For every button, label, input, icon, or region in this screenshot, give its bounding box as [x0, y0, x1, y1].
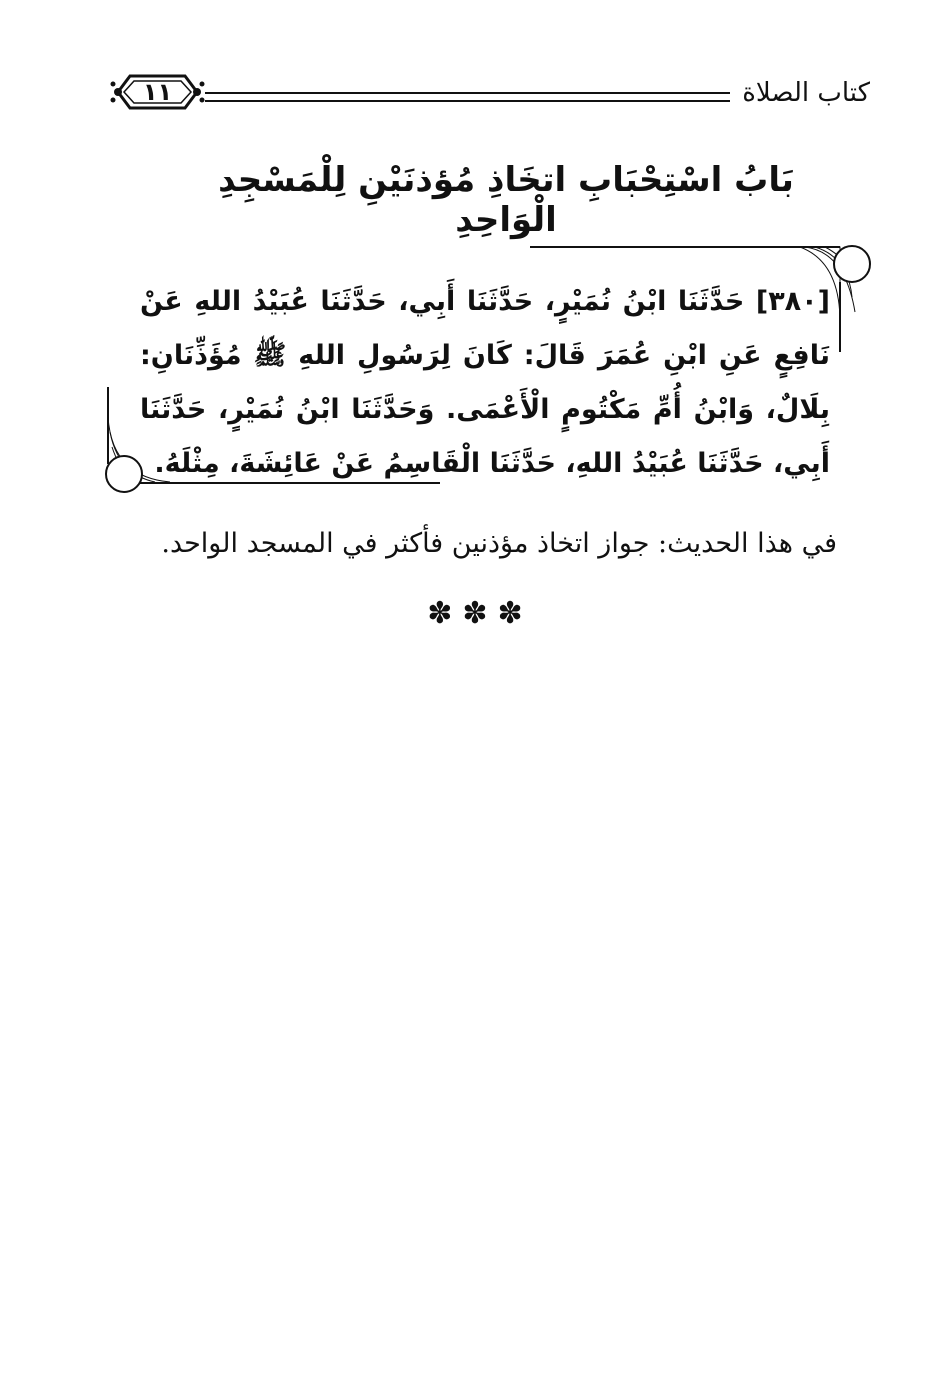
chapter-title: بَابُ اسْتِحْبَابِ اتخَاذِ مُؤذنَيْنِ لِلْمَسْجِدِ الْوَاحِدِ — [218, 160, 794, 240]
running-title: كتاب الصلاة — [742, 78, 870, 108]
section-divider-ornament: ✽✽✽ — [427, 596, 533, 631]
page-header — [110, 60, 870, 120]
page-number: ١١ — [142, 78, 173, 106]
header-rule — [205, 92, 730, 102]
page-number-badge — [110, 68, 205, 116]
hadith-text: [٣٨٠] حَدَّثَنَا ابْنُ نُمَيْرٍ، حَدَّثَنَا أَبِي، حَدَّثَنَا عُبَيْدُ اللهِ عَنْ نَافِعٍ عَنِ ابْنِ عُمَرَ قَالَ: كَانَ لِرَسُولِ اللهِ ﷺ مُؤَذِّنَانِ: بِلَالٌ، وَابْنُ أُمِّ مَكْتُومٍ الْأَعْمَى. وَحَدَّثَنَا ابْنُ نُمَيْرٍ، حَدَّثَنَا أَبِي، حَدَّثَنَا عُبَيْدُ اللهِ، حَدَّثَنَا الْقَاسِمُ عَنْ عَائِشَةَ، مِثْلَهُ. — [140, 286, 830, 479]
commentary-note: في هذا الحديث: جواز اتخاذ مؤذنين فأكثر في المسجد الواحد. — [161, 528, 837, 559]
